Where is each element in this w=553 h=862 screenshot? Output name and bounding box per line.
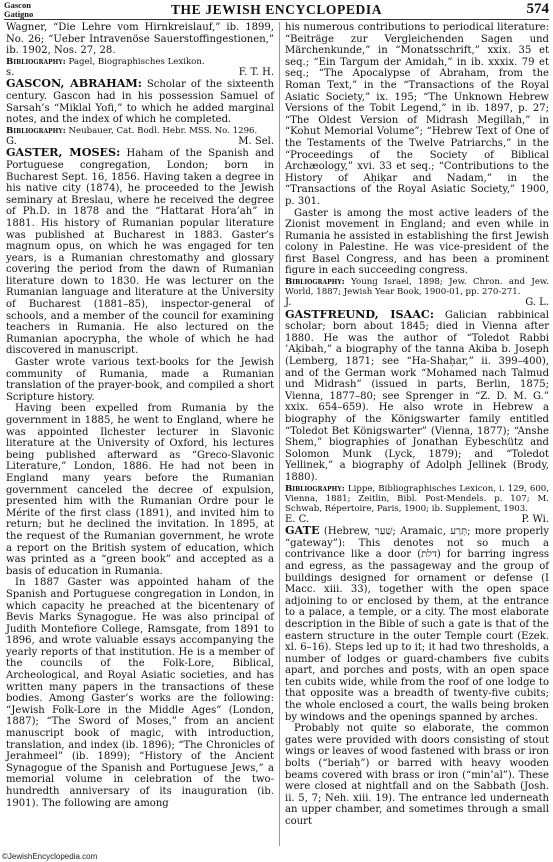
bibliography-label: Bibliography: <box>285 483 345 494</box>
footer-credit: ©JewishEncyclopedia.com <box>2 852 98 861</box>
paragraph: Having been expelled from Rumania by the government in 1885, he went to England, where he was appointed Ilchester lecturer in Slavonic literature at the University of Oxford, his lectures being published afterward as “Greco-Slavonic Literature,” London, 1886. He had not been in England many years before the Rumanian government canceled the decree of expulsion, presented him with the Rumanian Ordre pour le Mérite of the first class (1891), and invited him to return; but he declined the invitation. In 1895, at the request of the Rumanian government, he wrote a report on the British system of education, which was printed as a “green book” and accepted as a basis of education in Rumania. <box>6 403 274 577</box>
right-column <box>285 22 549 846</box>
paragraph: Probably not quite so elaborate, the common gates were provided with doors consisting of stout wings or leaves of wood fastened with brass or iron bolts (“beriaḥ”) or barred with heavy wooden beams covered with brass or iron (“min’al”). These were closed at nightfall and on the Sabbath (Josh. ii. 5, 7; Neh. xiii. 19). The entrance led underneath an upper chamber, and sometimes through a small court <box>285 723 549 827</box>
continued-article-text: Wagner, “Die Lehre vom Hirnkreislauf,” ib. 1899, No. 26; “Ueber Intravenöse Sauerstoffingestionen,” ib. 1902, Nos. 27, 28. <box>6 22 274 57</box>
bibliography-text: Neubauer, Cat. Bodl. Hebr. MSS. No. 1296. <box>68 125 258 136</box>
bibliography-text: Pagel, Biographisches Lexikon. <box>68 56 205 67</box>
signature-line <box>285 514 549 526</box>
bibliography-label: Bibliography: <box>285 277 345 288</box>
page-number: 574 <box>526 1 549 17</box>
guide-word-last: Gatigno <box>4 8 34 19</box>
guide-word-first: Gascon <box>4 0 31 10</box>
bibliography-label: Bibliography: <box>6 125 66 136</box>
signature-author: F. T. H. <box>238 66 274 78</box>
entry-text: Scholar of the sixteenth century. Gascon had in his possession Samuel of Sarsah’s “Miklal Yofi,” to which he added marginal notes, and the index of which he completed. <box>6 79 274 126</box>
headword-gate: GATE <box>285 523 320 538</box>
bibliography-label: Bibliography: <box>6 56 66 67</box>
entry-gascon <box>6 78 274 125</box>
bibliography <box>6 126 274 136</box>
headword-gaster: GASTER, MOSES: <box>6 145 121 160</box>
signature-author: M. Sel. <box>238 135 274 147</box>
signature-initials: E. C. <box>285 513 310 525</box>
signature-initials: J. <box>285 297 292 309</box>
bibliography <box>6 57 274 67</box>
entry-text: (Hebrew, שַׁעַר; Aramaic, תְּרַע; more properly “gateway”): This denotes not so much a contrivance like a door (דלת) for barring ingress and egress, as the passageway and the group of buildings designed for ornament or defense (I Macc. xiii. 33), together with the open space adjoining to or enclosed by them, at the entrance to a palace, a temple, or a city. The most elaborate description in the Bible of such a gate is that of the eastern structure in the outer Temple court (Ezek. xl. 6–16). Steps led up to it; it had two thresholds, a number of lodges or guard-chambers five cubits apart, and porches and posts, with an open space ten cubits wide, while from the roof of one lodge to that opposite was a breadth of twenty-five cubits; the whole enclosed a court, the walls being broken by windows and the openings spanned by arches. <box>285 526 550 723</box>
running-title: THE JEWISH ENCYCLOPEDIA <box>170 2 383 17</box>
continued-article-text: his numerous contributions to periodical literature: “Beiträge zur Vergleichenden Sagen und Märchenkunde,” in “Monatsschrift,” xxix. 35 et seq.; “Ein Targum der Amidah,” in ib. xxxix. 79 et seq.; “The Apocalypse of Abraham, from the Roman Text,” in the “Transactions of the Royal Asiatic Society,” ix. 195; “The Unknown Hebrew Versions of the Tobit Legend,” in ib. 1897, p. 27; “The Oldest Version of Midrash Megillah,” in “Kohut Memorial Volume”; “Hebrew Text of One of the Testaments of the Twelve Patriarchs,” in the “Proceedings of the Society of Biblical Archæology,” xvi. 33 et seq.; “Contributions to the History of Aḥiḳar and Nadam,” in the “Transactions of the Royal Asiatic Society,” 1900, p. 301. <box>285 22 549 207</box>
paragraph: Gaster is among the most active leaders of the Zionist movement in England; and even while in Rumania he assisted in establishing the first Jewish colony in Palestine. He was vice-president of the first Basel Congress, and has been a prominent figure in each succeeding congress. <box>285 207 549 277</box>
bibliography <box>285 277 549 297</box>
headword-gastfreund: GASTFREUND, ISAAC: <box>285 306 434 321</box>
bibliography-text: Lippe, Bibliographisches Lexicon, i. 129, 600, Vienna, 1881; Zeitlin, Bibl. Post-Mendels. p. 107; M. Schwab, Répertoire, Paris, 1900; ib. Supplement, 1903. <box>285 483 549 514</box>
entry-gate <box>285 525 549 723</box>
page-header <box>4 1 549 20</box>
entry-text: Galician rabbinical scholar; born about 1845; died in Vienna after 1880. He was the author of “Toledot Rabbi ’Aḳibah,” a biography of the tanna Akiba b. Joseph (Lemberg, 1871; see “Ha-Shaḥar,” ii. 399–400), and of the German work “Mohamed nach Talmud und Midrash” (issued in parts, Berlin, 1875; Vienna, 1877–80; see Sprenger in “Z. D. M. G.” xxix. 654–659). He also wrote in Hebrew a biography of the Königswarter family entitled “Toledot Bet Königswarter” (Vienna, 1877); “Anshe Shem,” biographies of Jonathan Eybeschütz and Solomon Munk (Lyck, 1879); and “Toledot Yellinek,” a biography of Adolph Jellinek (Brody, 1880). <box>285 309 550 483</box>
entry-text: Haham of the Spanish and Portuguese congregation, London; born in Bucharest Sept. 16, 1856. Having taken a degree in his native city (1874), he proceeded to the Jewish seminary at Breslau, where he received the degree of Ph.D. in 1878 and the “Hattarat Hora’ah” in 1881. His history of Rumanian popular literature was published at Bucharest in 1883. Gaster’s magnum opus, on which he was engaged for ten years, is a Rumanian chrestomathy and glossary covering the period from the dawn of Rumanian literature down to 1830. He was lecturer on the Rumanian language and literature at the University of Bucharest (1881–85), inspector-general of schools, and a member of the council for examining teachers in Rumania. He also lectured on the Rumanian apocrypha, the whole of which he had discovered in manuscript. <box>6 148 275 357</box>
paragraph: In 1887 Gaster was appointed haham of the Spanish and Portuguese congregation in London, in which capacity he preached at the bicentenary of Bevis Marks Synagogue. He was also principal of Judith Montefiore College, Ramsgate, from 1891 to 1896, and wrote valuable essays accompanying the yearly reports of that institution. He is a member of the councils of the Folk-Lore, Biblical, Archeological, and Royal Asiatic societies, and has written many papers in the transactions of these bodies. Among Gaster’s works are the following: “Jewish Folk-Lore in the Middle Ages” (London, 1887); “The Sword of Moses,” from an ancient manuscript book of magic, with introduction, translation, and index (ib. 1896); “The Chronicles of Jerahmeel” (ib. 1899); “History of the Ancient Synagogue of the Spanish and Portuguese Jews,” a memorial volume in celebration of the two-hundredth anniversary of its inauguration (ib. 1901). The following are among <box>6 577 274 809</box>
entry-gastfreund <box>285 306 550 484</box>
entry-gaster <box>6 147 274 357</box>
signature-author: P. Wi. <box>521 513 549 525</box>
paragraph: Gaster wrote various text-books for the Jewish community of Rumania, made a Rumanian translation of the prayer-book, and compiled a short Scripture history. <box>6 357 274 403</box>
bibliography-text: Young Israel, 1898; Jew. Chron. and Jew. World, 1887; Jewish Year Book, 1900-01, pp. 270-271. <box>285 277 549 298</box>
signature-initials: s. <box>6 66 15 78</box>
left-column <box>6 22 274 846</box>
signature-author: G. L. <box>525 297 549 309</box>
column-divider <box>279 22 280 846</box>
bibliography <box>285 484 549 514</box>
headword-gascon: GASCON, ABRAHAM: <box>6 76 142 91</box>
signature-initials: G. <box>6 135 17 147</box>
